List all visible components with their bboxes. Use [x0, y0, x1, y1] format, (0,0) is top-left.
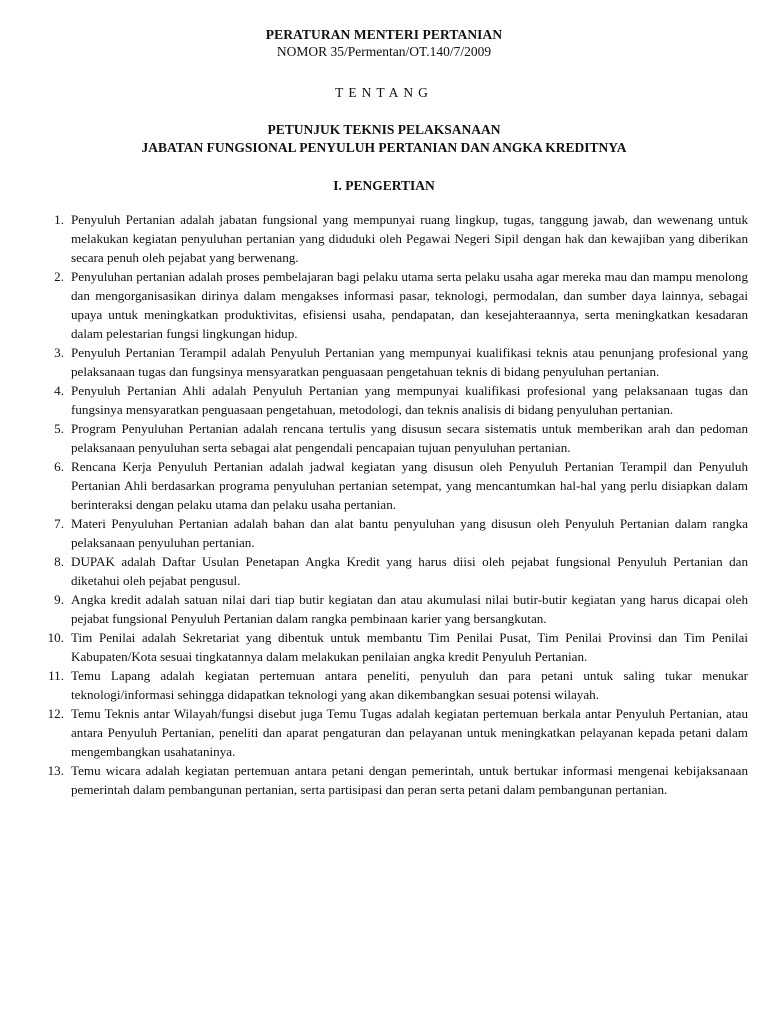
section-heading: I. PENGERTIAN: [333, 178, 435, 193]
regulation-title: PERATURAN MENTERI PERTANIAN: [265, 27, 503, 42]
item-text: Tim Penilai adalah Sekretariat yang dibentuk untuk membantu Tim Penilai Pusat, Tim Penilai Provinsi dan Tim Penilai Kabupaten/Kota sesuai tingkatannya dalam melakukan penilaian angka kredit Penyuluh Pertanian.: [71, 630, 748, 664]
list-item: [0, 761, 758, 799]
item-number: 7.: [54, 516, 64, 531]
list-item: [0, 381, 758, 419]
list-item: [0, 590, 758, 628]
item-text: Penyuluh Pertanian Terampil adalah Penyuluh Pertanian yang mempunyai kualifikasi teknis atau penunjang profesional yang pelaksanaan tugas dan fungsinya mensyaratkan penguasaan pengetahuan teknis di bidang penyuluhan pertanian.: [71, 345, 748, 379]
list-item: [0, 343, 758, 381]
item-number: 11.: [48, 668, 64, 683]
item-number: 12.: [47, 706, 64, 721]
list-item: [0, 267, 758, 343]
item-number: 8.: [54, 554, 64, 569]
list-item: [0, 628, 758, 666]
item-number: 1.: [54, 212, 64, 227]
list-item: [0, 210, 758, 267]
subtitle-line-2: JABATAN FUNGSIONAL PENYULUH PERTANIAN DAN ANGKA KREDITNYA: [141, 140, 627, 155]
item-text: Temu Teknis antar Wilayah/fungsi disebut juga Temu Tugas adalah kegiatan pertemuan berkala antar Penyuluh Pertanian, atau antara Penyuluh Pertanian, peneliti dan aparat pengaturan dan pelayanan untuk meningkatkan pelayanan kepada petani dalam mengembangkan usahataninya.: [71, 706, 748, 759]
list-item: [0, 666, 758, 704]
list-item: [0, 457, 758, 514]
list-item: [0, 419, 758, 457]
regulation-number: NOMOR 35/Permentan/OT.140/7/2009: [276, 44, 492, 59]
item-number: 10.: [47, 630, 64, 645]
item-number: 4.: [54, 383, 64, 398]
item-number: 3.: [54, 345, 64, 360]
item-text: Penyuluh Pertanian Ahli adalah Penyuluh Pertanian yang mempunyai kualifikasi profesional yang pelaksanaan tugas dan fungsinya mensyaratkan penguasaan pengetahuan, metodologi, dan teknis analisis di bidang penyuluhan pertanian.: [71, 383, 748, 417]
item-number: 2.: [54, 269, 64, 284]
item-text: Angka kredit adalah satuan nilai dari tiap butir kegiatan dan atau akumulasi nilai butir-butir kegiatan yang harus dicapai oleh pejabat fungsional Penyuluh Pertanian dalam rangka pembinaan karier yang bersangkutan.: [71, 592, 748, 626]
item-text: Program Penyuluhan Pertanian adalah rencana tertulis yang disusun secara sistematis untuk memberikan arah dan pedoman pelaksanaan penyuluhan serta sebagai alat pengendali pencapaian tujuan penyuluhan pertanian.: [71, 421, 748, 455]
definition-list: [0, 210, 768, 799]
subtitle-line-1: PETUNJUK TEKNIS PELAKSANAAN: [267, 122, 501, 137]
tentang-label: TENTANG: [335, 85, 433, 100]
item-number: 13.: [47, 763, 64, 778]
list-item: [0, 514, 758, 552]
item-text: Penyuluhan pertanian adalah proses pembelajaran bagi pelaku utama serta pelaku usaha agar mereka mau dan mampu menolong dan mengorganisasikan dirinya dalam mengakses informasi pasar, teknologi, permodalan, dan sumber daya lainnya, sebagai upaya untuk meningkatkan produktivitas, efisiensi usaha, pendapatan, dan kesejahteraannya, serta meningkatkan kesadaran dalam pelestarian fungsi lingkungan hidup.: [71, 269, 748, 341]
item-text: Penyuluh Pertanian adalah jabatan fungsional yang mempunyai ruang lingkup, tugas, tanggung jawab, dan wewenang untuk melakukan kegiatan penyuluhan pertanian yang diduduki oleh Pegawai Negeri Sipil dengan hak dan kewajiban yang diberikan secara penuh oleh pejabat yang berwenang.: [71, 212, 748, 265]
item-number: 6.: [54, 459, 64, 474]
item-text: DUPAK adalah Daftar Usulan Penetapan Angka Kredit yang harus diisi oleh pejabat fungsional Penyuluh Pertanian dan diketahui oleh pejabat pengusul.: [71, 554, 748, 588]
item-text: Temu Lapang adalah kegiatan pertemuan antara peneliti, penyuluh dan para petani untuk saling tukar menukar teknologi/informasi sehingga didapatkan teknologi yang akan dikembangkan sesuai potensi wilayah.: [71, 668, 748, 702]
item-number: 5.: [54, 421, 64, 436]
item-text: Materi Penyuluhan Pertanian adalah bahan dan alat bantu penyuluhan yang disusun oleh Penyuluh Pertanian dalam rangka pelaksanaan penyuluhan pertanian.: [71, 516, 748, 550]
item-number: 9.: [54, 592, 64, 607]
item-text: Rencana Kerja Penyuluh Pertanian adalah jadwal kegiatan yang disusun oleh Penyuluh Pertanian Terampil dan Penyuluh Pertanian Ahli berdasarkan programa penyuluhan pertanian setempat, yang mencantumkan hal-hal yang perlu disiapkan dalam berinteraksi dengan pelaku utama dan pelaku usaha pertanian.: [71, 459, 748, 512]
item-text: Temu wicara adalah kegiatan pertemuan antara petani dengan pemerintah, untuk bertukar informasi mengenai kebijaksanaan pemerintah dalam pembangunan pertanian, serta partisipasi dan peran serta petani dalam pembangunan pertanian.: [71, 763, 748, 797]
list-item: [0, 552, 758, 590]
list-item: [0, 704, 758, 761]
